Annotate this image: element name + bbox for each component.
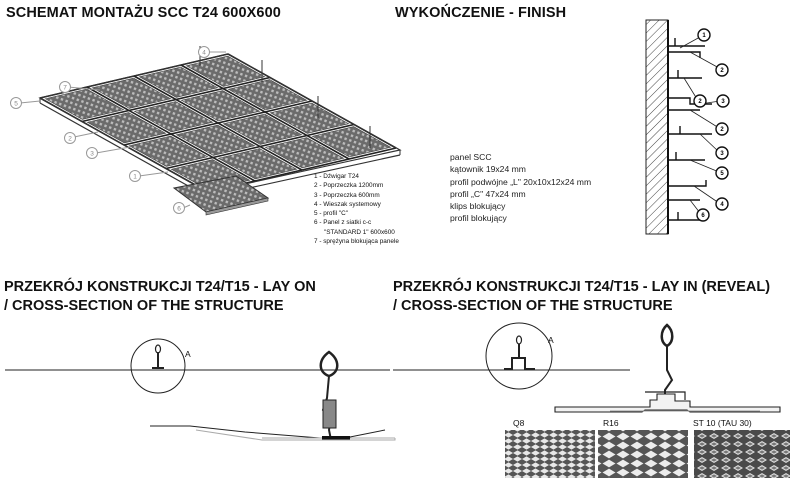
finish-callout-1: 1 (702, 33, 706, 39)
finish-legend-item: profil podwójne „L" 20x10x12x24 mm (450, 176, 592, 187)
finish-callout-5: 5 (720, 171, 724, 177)
lay-in-title-line1: PRZEKRÓJ KONSTRUKCJI T24/T15 - LAY IN (REVEAL) (393, 279, 771, 295)
finish-legend-item: profil blokujący (450, 213, 507, 224)
finish-callout-3b: 3 (720, 151, 724, 157)
detail-label-a-lay-in: A (548, 335, 554, 345)
callout-2: 2 (68, 135, 72, 143)
finish-legend-item: panel SCC (450, 152, 492, 162)
finish-legend-item: profil „C" 47x24 mm (450, 188, 526, 199)
legend-item: 4 - Wieszak systemowy (314, 200, 381, 208)
finish-title: WYKOŃCZENIE - FINISH (395, 5, 567, 21)
detail-label-a-lay-on: A (185, 349, 191, 359)
lay-on-title-line2: / CROSS-SECTION OF THE STRUCTURE (4, 298, 284, 314)
finish-callouts (694, 29, 729, 221)
finish-callout-4: 4 (720, 202, 724, 208)
callout-3: 3 (90, 150, 94, 158)
mesh-samples (505, 430, 790, 478)
legend-item: 7 - sprężyna blokująca panele (314, 238, 399, 246)
finish-callout-2: 2 (720, 68, 724, 74)
finish-legend-item: klips blokujący (450, 201, 506, 212)
callout-5: 5 (14, 100, 18, 108)
legend-item: "STANDARD 1" 600x600 (324, 228, 395, 236)
callout-6: 6 (177, 205, 181, 213)
finish-legend-item: kątownik 19x24 mm (450, 164, 526, 175)
finish-callout-2b: 2 (698, 99, 702, 105)
mesh-label-st10: ST 10 (TAU 30) (693, 418, 752, 428)
legend-item: 6 - Panel z siatki c-c (314, 219, 372, 227)
lay-on-section (5, 339, 395, 440)
legend-item: 1 - Dźwigar T24 (314, 173, 359, 180)
finish-callout-6: 6 (701, 213, 705, 219)
mesh-r16-swatch (598, 430, 688, 478)
montage-title: SCHEMAT MONTAŻU SCC T24 600X600 (6, 5, 281, 21)
legend-item: 5 - profil "C" (314, 210, 349, 218)
legend-item: 2 - Poprzeczka 1200mm (314, 182, 384, 190)
lay-in-title-line2: / CROSS-SECTION OF THE STRUCTURE (393, 298, 673, 314)
callout-4: 4 (202, 49, 206, 57)
finish-callout-2c: 2 (720, 127, 724, 133)
finish-callout-3: 3 (721, 99, 725, 105)
mesh-label-q8: Q8 (513, 418, 525, 428)
callout-7: 7 (63, 84, 67, 92)
mesh-label-r16: R16 (603, 418, 619, 428)
finish-detail-drawing (646, 20, 720, 234)
ceiling-grid-drawing (40, 46, 400, 215)
mesh-st10-swatch (694, 430, 790, 478)
callout-1: 1 (133, 173, 137, 181)
lay-in-section (393, 323, 780, 412)
mesh-q8-swatch (505, 430, 595, 478)
lay-on-title-line1: PRZEKRÓJ KONSTRUKCJI T24/T15 - LAY ON (4, 279, 316, 295)
legend-item: 3 - Poprzeczka 600mm (314, 191, 380, 199)
